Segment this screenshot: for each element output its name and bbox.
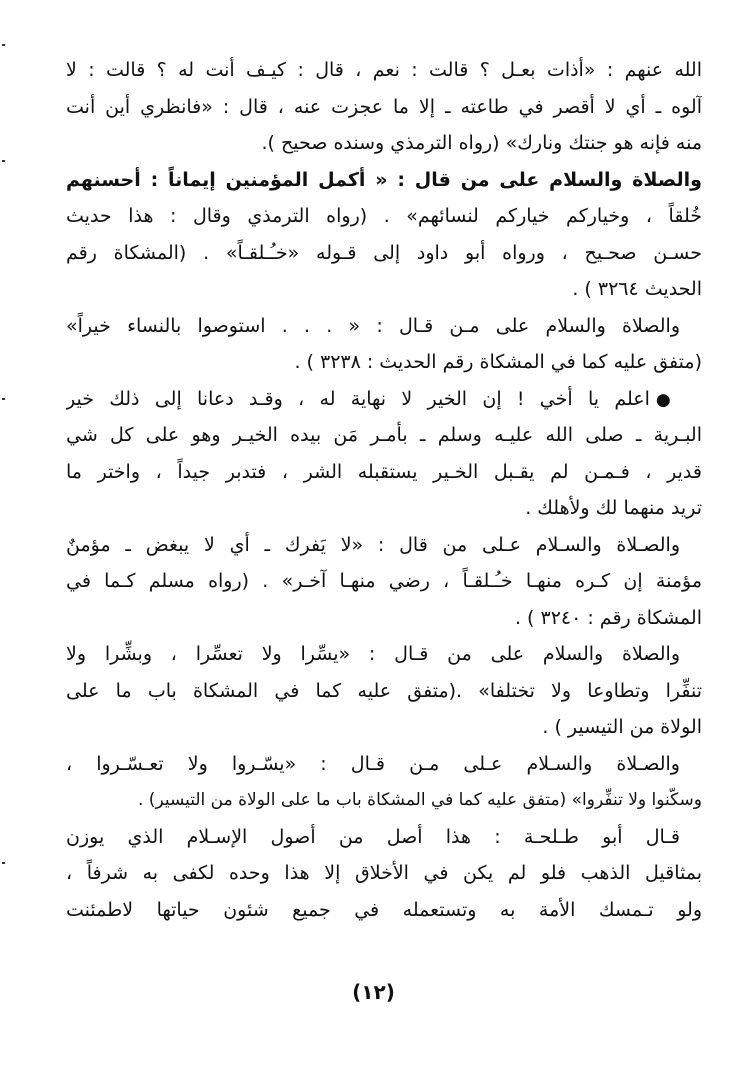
bullet-icon: ● bbox=[655, 389, 680, 410]
text-line: وسكّنوا ولا تنفِّروا» (متفق عليه كما في المشكاة باب ما على الولاة من التيسير) . bbox=[138, 790, 702, 810]
text-line: آلوه ـ أي لا أقصر في طاعته ـ إلا ما عجزت عنه ، قال : «فانظري أين أنت bbox=[66, 95, 702, 118]
page-number: (١٢) bbox=[352, 980, 395, 1004]
text-line-content: اعلم يا أخي ! إن الخير لا نهاية له ، وقـد دعانا إلى ذلك خير bbox=[66, 387, 650, 410]
text-line: والصلاة والسلام على من قـال : «يسِّرا ولا تعسِّرا ، وبشِّرا ولا bbox=[66, 643, 680, 665]
text-line: الولاة من التيسير ) . bbox=[542, 716, 702, 738]
text-line: المشكاة رقم : ٣٢٤٠ ) . bbox=[514, 606, 702, 629]
text-line: والصلاة والسلام على من قال : « أكمل المؤمنين إيماناً : أحسنهم bbox=[66, 168, 702, 191]
text-line: بمثاقيل الذهب فلو لم يكن في الأخلاق إلا هذا وحده لكفى به شرفاً ، bbox=[66, 862, 702, 884]
text-line: ولو تـمسك الأمة به وتستعمله في جميع شئون حياتها لاطمئنت bbox=[66, 898, 702, 921]
text-line: تريد منهما لك ولأهلك . bbox=[525, 497, 702, 519]
text-line: تنفِّرا وتطاوعا ولا تختلفا» .(متفق عليه كما في المشكاة باب ما على bbox=[66, 679, 702, 702]
text-line: والصـلاة والسـلام عـلى من قال : «لا يَفرك ـ أي لا يبغض ـ مؤمنٌ bbox=[66, 533, 680, 556]
text-line: قـال أبو طـلحـة : هذا أصل من أصول الإسـلام الذي يوزن bbox=[66, 825, 680, 848]
text-line: قدير ، فـمـن لم يقـبل الخـير يستقبله الشر ، فتدبر جيداً ، واختر ما bbox=[66, 460, 702, 483]
text-line: مؤمنة إن كـره منهـا خـُـلقـاً ، رضي منهـا آخـر» . (رواه مسلم كـما في bbox=[66, 570, 702, 592]
text-line: الحديث ٣٢٦٤ ) . bbox=[572, 278, 702, 300]
margin-mark bbox=[2, 398, 5, 400]
text-line: منه فإنه هو جنتك ونارك» (رواه الترمذي وسنده صحيح ). bbox=[261, 132, 702, 154]
text-line: والصـلاة والسـلام عـلى مـن قـال : «يسّـروا ولا تعـسّـروا ، bbox=[66, 752, 680, 775]
margin-mark bbox=[2, 862, 5, 864]
page-body-text bbox=[66, 52, 702, 928]
margin-mark bbox=[2, 44, 5, 46]
text-line: (متفق عليه كما في المشكاة رقم الحديث : ٣٢٣٨ ) . bbox=[294, 351, 702, 373]
text-line bbox=[66, 381, 702, 418]
text-line: الله عنهم : «أذات بعـل ؟ قالت : نعم ، قال : كيـف أنت له ؟ قالت : لا bbox=[66, 59, 702, 81]
margin-mark bbox=[2, 160, 5, 162]
text-line: والصلاة والسلام على مـن قـال : « . . . استوصوا بالنساء خيراً» bbox=[66, 314, 680, 337]
text-line: خُلقاً ، وخياركم خياركم لنسائهم» . (رواه الترمذي وقال : هذا حديث bbox=[66, 205, 702, 227]
text-line: البـرية ـ صلى الله عليـه وسلم ـ بأمـر مَن بيده الخيـر وهو على كل شي bbox=[66, 424, 702, 446]
text-line: حسـن صحـيح ، ورواه أبو داود إلى قـوله «خـُـلقـاً» . (المشكاة رقم bbox=[66, 241, 702, 264]
